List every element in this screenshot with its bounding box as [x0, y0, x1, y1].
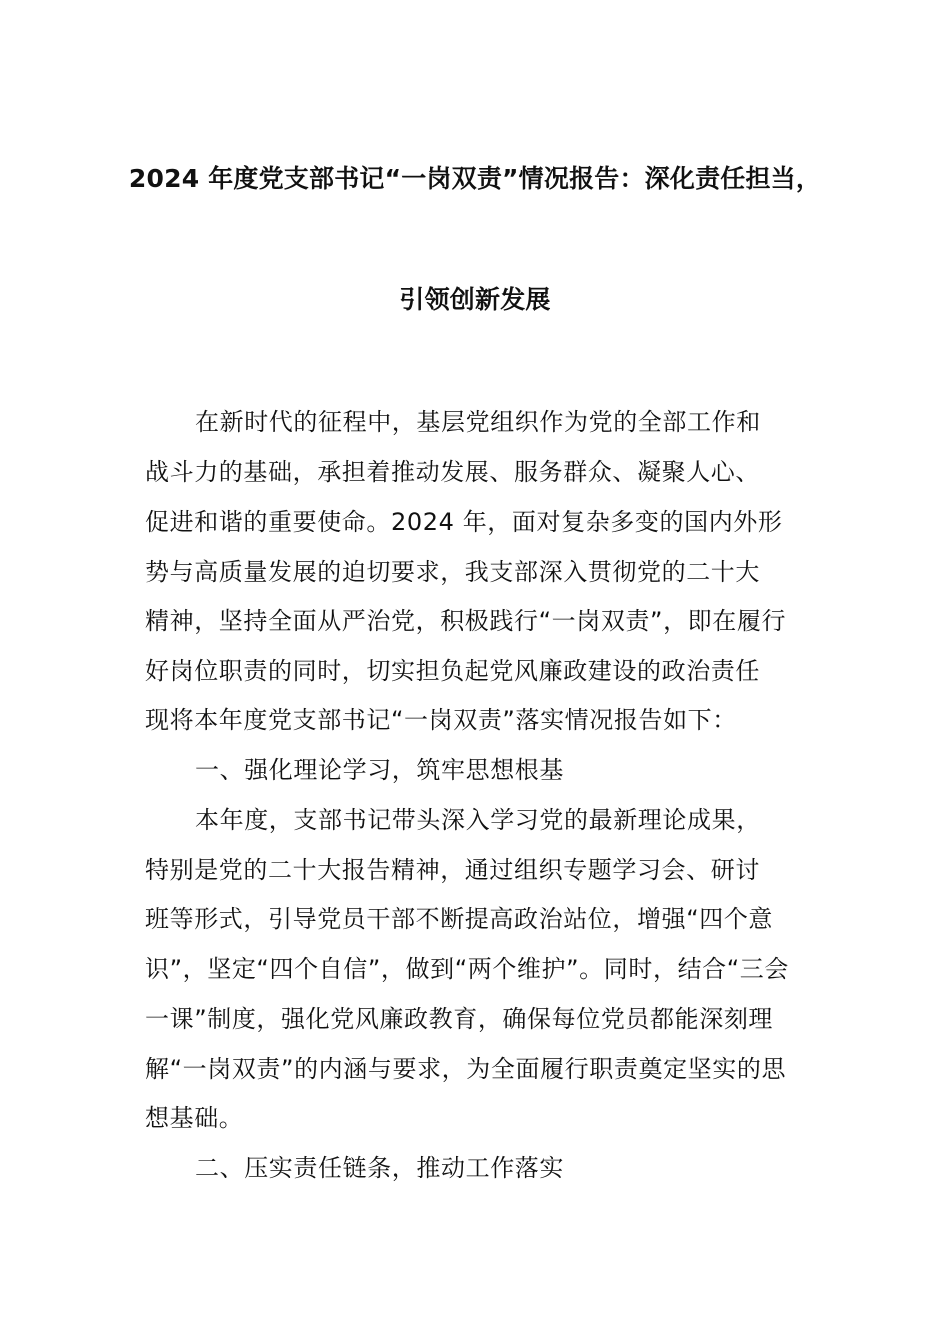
paragraph-1-line-3: 促进和谐的重要使命。2024 年，面对复杂多变的国内外形 [145, 508, 783, 536]
document-title-line-1: 2024 年度党支部书记“一岗双责”情况报告：深化责任担当， [128, 164, 822, 193]
paragraph-1-line-6: 好岗位职责的同时，切实担负起党风廉政建设的政治责任 [145, 657, 760, 685]
paragraph-2-line-2: 特别是党的二十大报告精神，通过组织专题学习会、研讨 [145, 856, 760, 884]
paragraph-2-line-7: 想基础。 [145, 1104, 244, 1132]
paragraph-2-line-6: 解“一岗双责”的内涵与要求，为全面履行职责奠定坚实的思 [145, 1055, 787, 1083]
paragraph-1-line-1: 在新时代的征程中，基层党组织作为党的全部工作和 [195, 408, 761, 436]
paragraph-1-line-7: 现将本年度党支部书记“一岗双责”落实情况报告如下： [145, 706, 737, 734]
section-heading-1: 一、强化理论学习，筑牢思想根基 [195, 756, 564, 784]
document-title-line-2: 引领创新发展 [399, 285, 551, 314]
paragraph-2-line-3: 班等形式，引导党员干部不断提高政治站位，增强“四个意 [145, 905, 774, 933]
paragraph-1-line-4: 势与高质量发展的迫切要求，我支部深入贯彻党的二十大 [145, 558, 760, 586]
paragraph-2-line-5: 一课”制度，强化党风廉政教育，确保每位党员都能深刻理 [145, 1005, 774, 1033]
section-heading-2: 二、压实责任链条，推动工作落实 [195, 1154, 564, 1182]
paragraph-2-line-4: 识”，坚定“四个自信”，做到“两个维护”。同时，结合“三会 [145, 955, 789, 983]
paragraph-1-line-5: 精神，坚持全面从严治党，积极践行“一岗双责”，即在履行 [145, 607, 787, 635]
paragraph-1-line-2: 战斗力的基础，承担着推动发展、服务群众、凝聚人心、 [145, 458, 760, 486]
paragraph-2-line-1: 本年度，支部书记带头深入学习党的最新理论成果， [195, 806, 761, 834]
